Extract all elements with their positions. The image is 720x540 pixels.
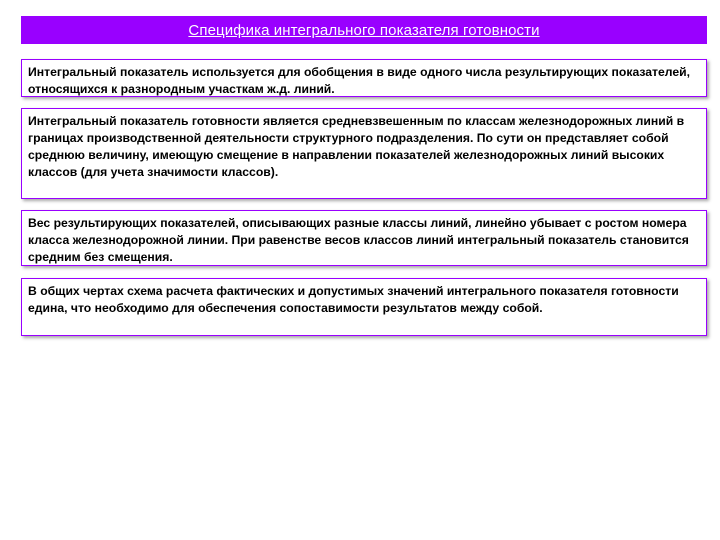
paragraph-2: Интегральный показатель готовности является средневзвешенным по классам железнодорожных линий в границах производственной деятельности структурного подразделения. По сути он представляет собой среднюю величину, имеющую смещение в направлении показателей железнодорожных линий высоких классов (для учета значимости классов). <box>28 114 685 179</box>
text-block-2 <box>21 108 707 199</box>
paragraph-1: Интегральный показатель используется для обобщения в виде одного числа результирующих показателей, относящихся к разнородным участкам ж.д. линий. <box>28 65 691 96</box>
text-block-1 <box>21 59 707 97</box>
paragraph-4: В общих чертах схема расчета фактических и допустимых значений интегрального показателя готовности едина, что необходимо для обеспечения сопоставимости результатов между собой. <box>28 284 679 315</box>
title-bar <box>21 16 707 44</box>
paragraph-3: Вес результирующих показателей, описывающих разные классы линий, линейно убывает с ростом номера класса железнодорожной линии. При равенстве весов классов линий интегральный показатель становится средним без смещения. <box>28 216 689 264</box>
text-block-4 <box>21 278 707 336</box>
page-title: Специфика интегрального показателя готовности <box>188 21 540 39</box>
text-block-3 <box>21 210 707 266</box>
